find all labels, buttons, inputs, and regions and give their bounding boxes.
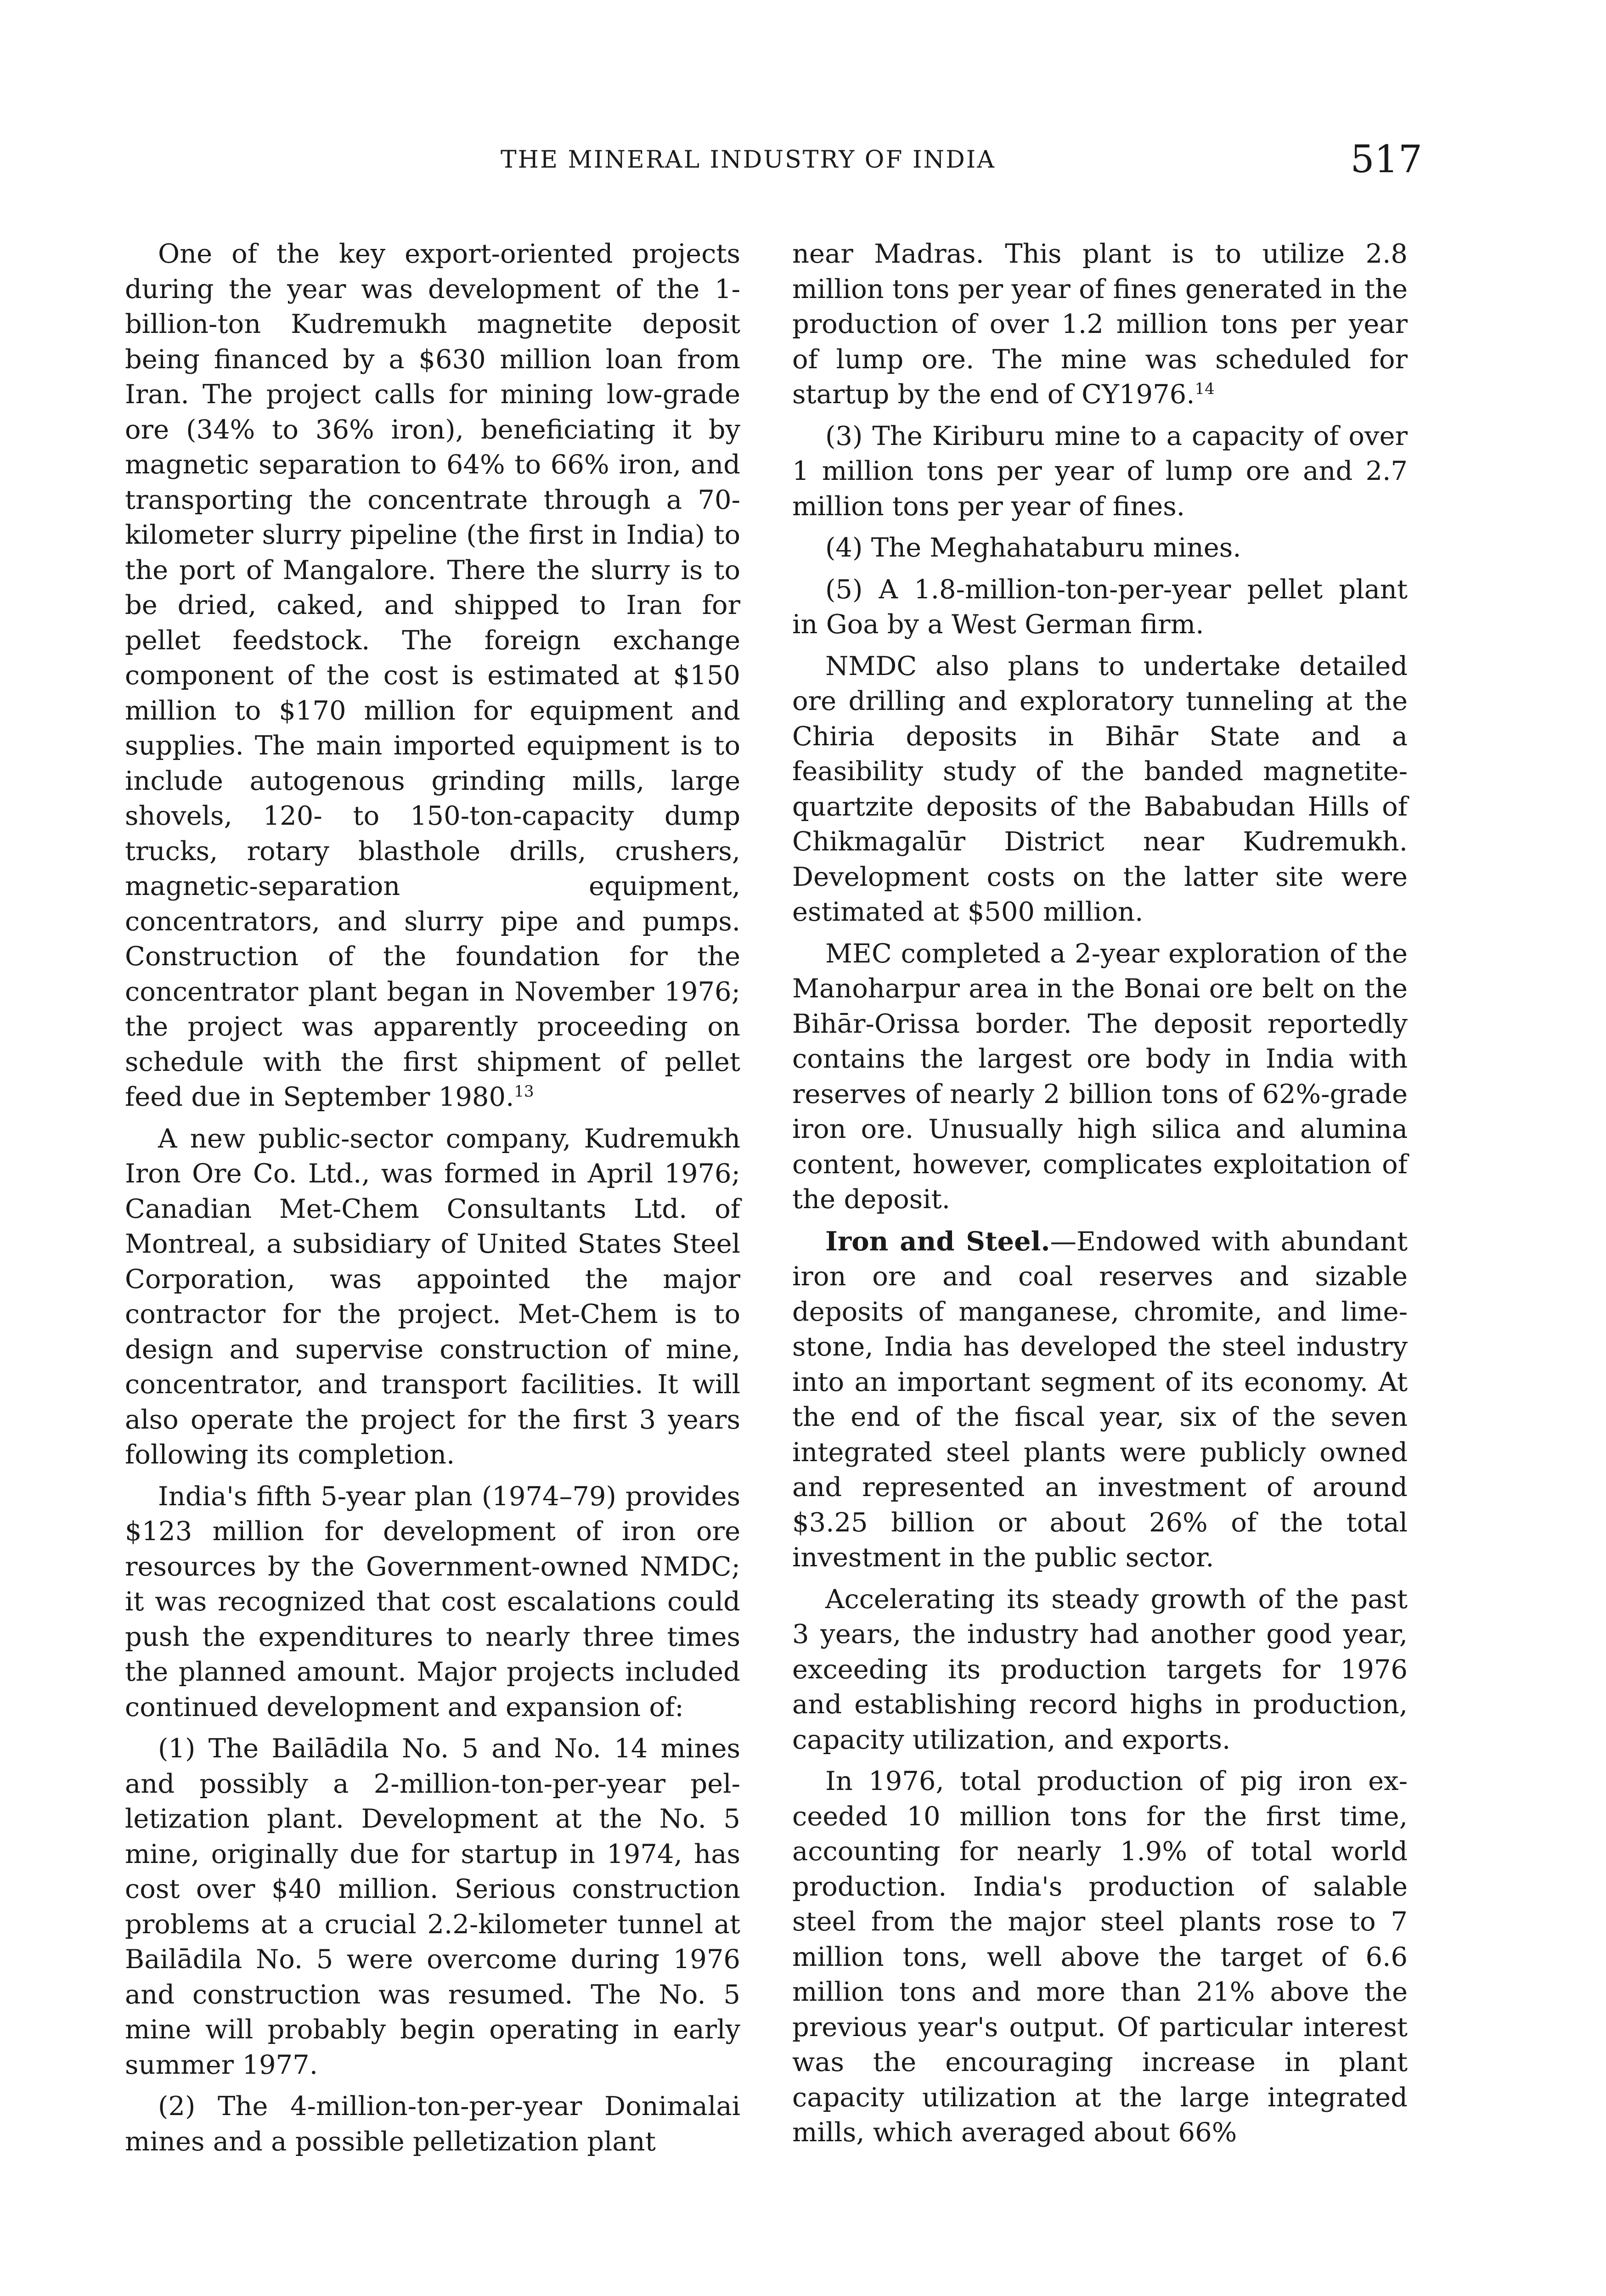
left-column: [125, 236, 740, 2166]
paragraph-mec: MEC completed a 2-year exploration of the Manoharpur area in the Bonai ore belt on the Bihār-Orissa border. The deposit reportedly contains the largest ore body in India with reserves of nearly 2 billion tons of 62%-grade iron ore. Unusually high silica and alumina content, however, complicates exploitation of the deposit.: [792, 938, 1408, 1215]
section-heading-iron-steel: Iron and Steel.: [825, 1225, 1050, 1257]
paragraph-kudremukh: One of the key export-oriented projects during the year was development of the 1-billion-ton Kudremukh magnetite deposit being financed by a $630 million loan from Iran. The project calls for mining low-grade ore (34% to 36% iron), beneficiating it by magnetic separation to 64% to 66% iron, and transporting the concentrate through a 70-kilometer slurry pipeline (the first in India) to the port of Mangalore. There the slurry is to be dried, caked, and shipped to Iran for pellet feedstock. The foreign exchange component of the cost is estimated at $150 million to $170 million for equipment and supplies. The main imported equipment is to include autogenous grinding mills, large shovels, 120- to 150-ton-capacity dump trucks, rotary blasthole drills, crushers, magnetic-separation equipment, concentrators, and slurry pipe and pumps. Construction of the foundation for the concentrator plant began in November 1976; the project was apparently proceeding on schedule with the first shipment of pellet feed due in September 1980.13: [125, 238, 740, 1112]
paragraph-accelerating: Accelerating its steady growth of the past 3 years, the industry had another good year, exceeding its production targets for 1976 and establishing record highs in production, capacity utilization, and exports.: [792, 1583, 1408, 1755]
paragraph-iron-steel: Iron and Steel.—Endowed with abundant iron ore and coal reserves and sizable deposits of manganese, chromite, and limestone, India has developed the steel industry into an important segment of its economy. At the end of the fiscal year, six of the seven integrated steel plants were publicly owned and represented an investment of around $3.25 billion or about 26% of the total investment in the public sector.: [792, 1225, 1408, 1573]
paragraph-1976-production: In 1976, total production of pig iron exceeded 10 million tons for the first time, accounting for nearly 1.9% of total world production. India's production of salable steel from the major steel plants rose to 7 million tons, well above the target of 6.6 million tons and more than 21% above the previous year's output. Of particular interest was the encouraging increase in plant capacity utilization at the large integrated mills, which averaged about 66%: [792, 1766, 1408, 2148]
footnote-ref-13: 13: [514, 1082, 534, 1101]
page-number: 517: [1350, 138, 1422, 181]
list-item-2-continued: near Madras. This plant is to utilize 2.8 million tons per year of fines generated in the production of over 1.2 million tons per year of lump ore. The mine was scheduled for startup by the end of CY1976.14: [792, 238, 1408, 410]
running-title: THE MINERAL INDUSTRY OF INDIA: [501, 146, 996, 174]
footnote-ref-14: 14: [1195, 379, 1215, 398]
list-item-1: (1) The Bailādila No. 5 and No. 14 mines and possibly a 2-million-ton-per-year pelletization plant. Development at the No. 5 mine, originally due for startup in 1974, has cost over $40 million. Serious construction problems at a crucial 2.2-kilometer tunnel at Bailādila No. 5 were overcome during 1976 and construction was resumed. The No. 5 mine will probably begin operating in early summer 1977.: [125, 1733, 740, 2080]
right-column: [792, 236, 1408, 2157]
list-item-2-start: (2) The 4-million-ton-per-year Donimalai mines and a possible pelletization plant: [125, 2091, 740, 2157]
paragraph-fifth-plan: India's fifth 5-year plan (1974–79) provides $123 million for development of iron ore resources by the Government-owned NMDC; it was recognized that cost escalations could push the expenditures to nearly three times the planned amount. Major projects included continued development and expansion of:: [125, 1480, 740, 1722]
paragraph-nmdc: NMDC also plans to undertake detailed ore drilling and exploratory tunneling at the Chiria deposits in Bihār State and a feasibility study of the banded magnetite-quartzite deposits of the Bababudan Hills of Chikmagalūr District near Kudremukh. Development costs on the latter site were estimated at $500 million.: [792, 650, 1408, 927]
list-item-4: (4) The Meghahataburu mines.: [825, 532, 1241, 563]
list-item-5: (5) A 1.8-million-ton-per-year pellet plant in Goa by a West German firm.: [792, 574, 1408, 640]
paragraph-kudremukh-company: A new public-sector company, Kudremukh Iron Ore Co. Ltd., was formed in April 1976; Canadian Met-Chem Consultants Ltd. of Montreal, a subsidiary of United States Steel Corporation, was appointed the major contractor for the project. Met-Chem is to design and supervise construction of mine, concentrator, and transport facilities. It will also operate the project for the first 3 years following its completion.: [125, 1123, 740, 1470]
list-item-3: (3) The Kiriburu mine to a capacity of over 1 million tons per year of lump ore and 2.7 million tons per year of fines.: [792, 420, 1408, 522]
